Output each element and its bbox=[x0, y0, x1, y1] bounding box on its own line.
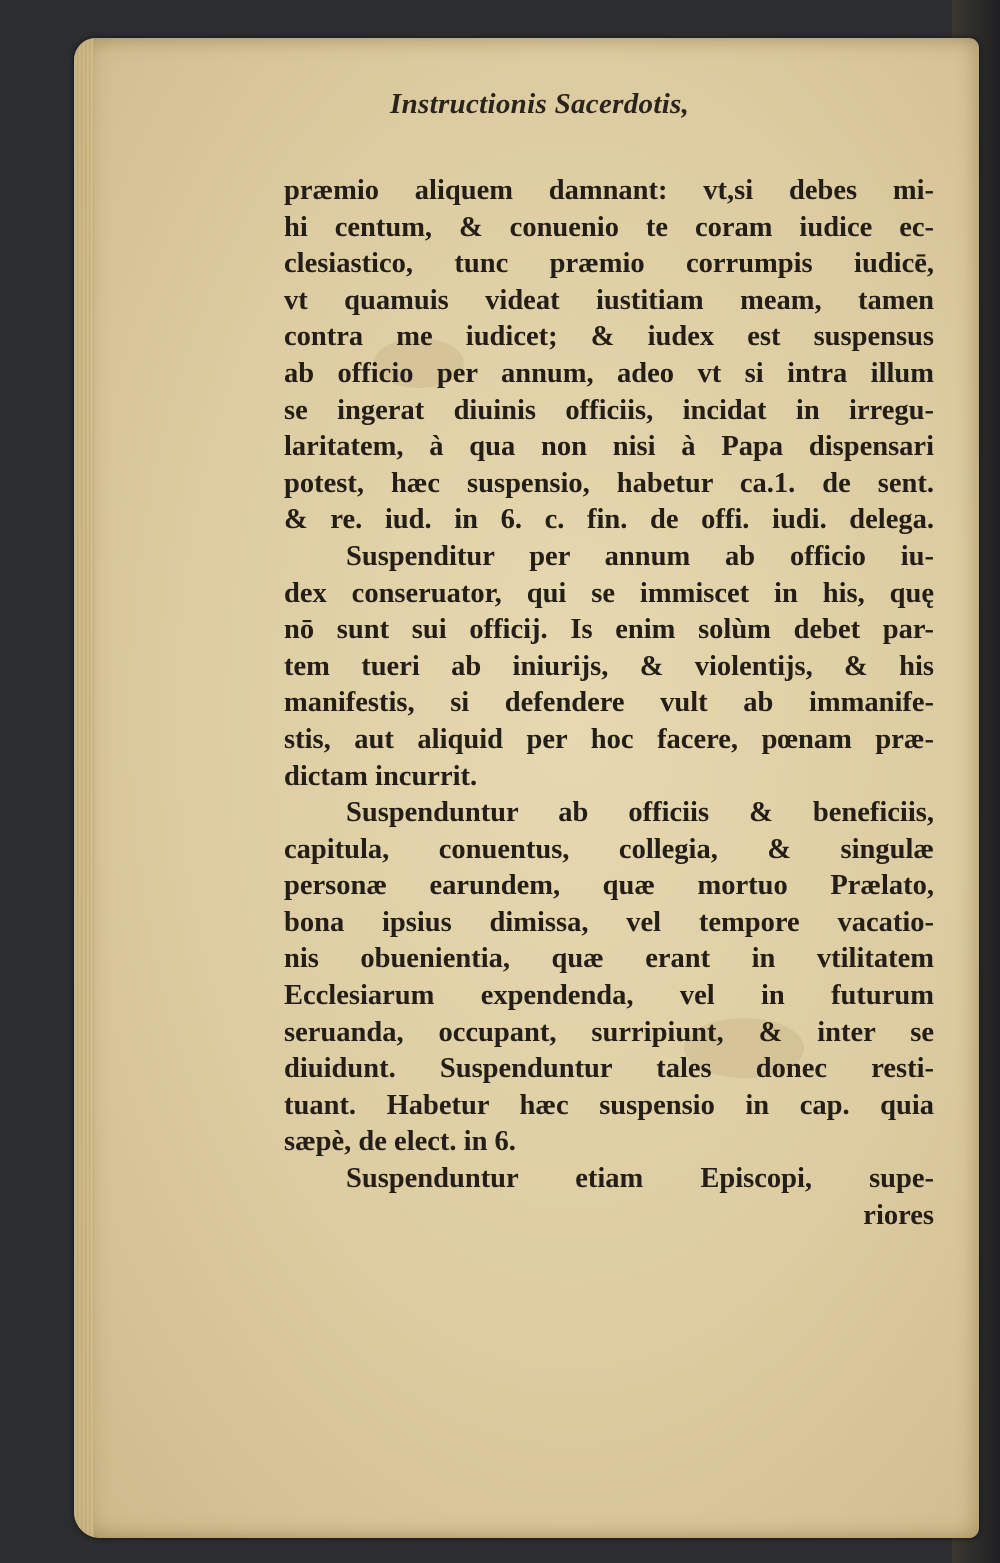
paragraph-start-line: Suspenditur per annum ab officio iu- bbox=[346, 540, 934, 572]
text-line: clesiastico, tunc præmio corrumpis iudicē, bbox=[284, 248, 934, 280]
text-line: potest, hæc suspensio, habetur ca.1. de sent. bbox=[284, 467, 934, 499]
text-line: laritatem, à qua non nisi à Papa dispensari bbox=[284, 431, 934, 463]
text-line: nis obuenientia, quæ erant in vtilitatem bbox=[284, 943, 934, 975]
text-line: dictam incurrit. bbox=[284, 760, 478, 792]
paragraph-start-line: Suspenduntur etiam Episcopi, supe- bbox=[346, 1163, 934, 1195]
text-line: seruanda, occupant, surripiunt, & inter se bbox=[284, 1016, 934, 1048]
text-line: personæ earundem, quæ mortuo Prælato, bbox=[284, 870, 934, 902]
text-line: vt quamuis videat iustitiam meam, tamen bbox=[284, 284, 934, 316]
text-line: ab officio per annum, adeo vt si intra illum bbox=[284, 357, 934, 389]
text-line: nō sunt sui officij. Is enim solùm debet par- bbox=[284, 614, 934, 646]
text-line: contra me iudicet; & iudex est suspensus bbox=[284, 321, 934, 353]
page-gutter-edge bbox=[74, 38, 94, 1538]
text-line: & re. iud. in 6. c. fin. de offi. iudi. delega. bbox=[284, 504, 934, 536]
text-line: stis, aut aliquid per hoc facere, pœnam præ- bbox=[284, 723, 934, 755]
text-line: manifestis, si defendere vult ab immanife- bbox=[284, 687, 934, 719]
text-line: tem tueri ab iniurijs, & violentijs, & his bbox=[284, 650, 934, 682]
text-line: se ingerat diuinis officiis, incidat in irregu- bbox=[284, 394, 934, 426]
text-line: tuant. Habetur hæc suspensio in cap. quia bbox=[284, 1089, 934, 1121]
catchword: riores bbox=[863, 1199, 934, 1231]
body-text bbox=[284, 173, 934, 1234]
text-line: dex conseruator, qui se immiscet in his, quę bbox=[284, 577, 934, 609]
text-line: diuidunt. Suspenduntur tales donec resti- bbox=[284, 1053, 934, 1085]
text-line: præmio aliquem damnant: vt,si debes mi- bbox=[284, 175, 934, 206]
text-line: hi centum, & conuenio te coram iudice ec- bbox=[284, 211, 934, 243]
paragraph-start-line: Suspenduntur ab officiis & beneficiis, bbox=[346, 797, 934, 829]
text-line: capitula, conuentus, collegia, & singulæ bbox=[284, 833, 934, 865]
text-line: Ecclesiarum expendenda, vel in futurum bbox=[284, 980, 934, 1012]
running-header: Instructionis Sacerdotis, bbox=[390, 88, 690, 120]
text-line: bona ipsius dimissa, vel tempore vacatio- bbox=[284, 906, 934, 938]
text-line: sæpè, de elect. in 6. bbox=[284, 1126, 516, 1158]
